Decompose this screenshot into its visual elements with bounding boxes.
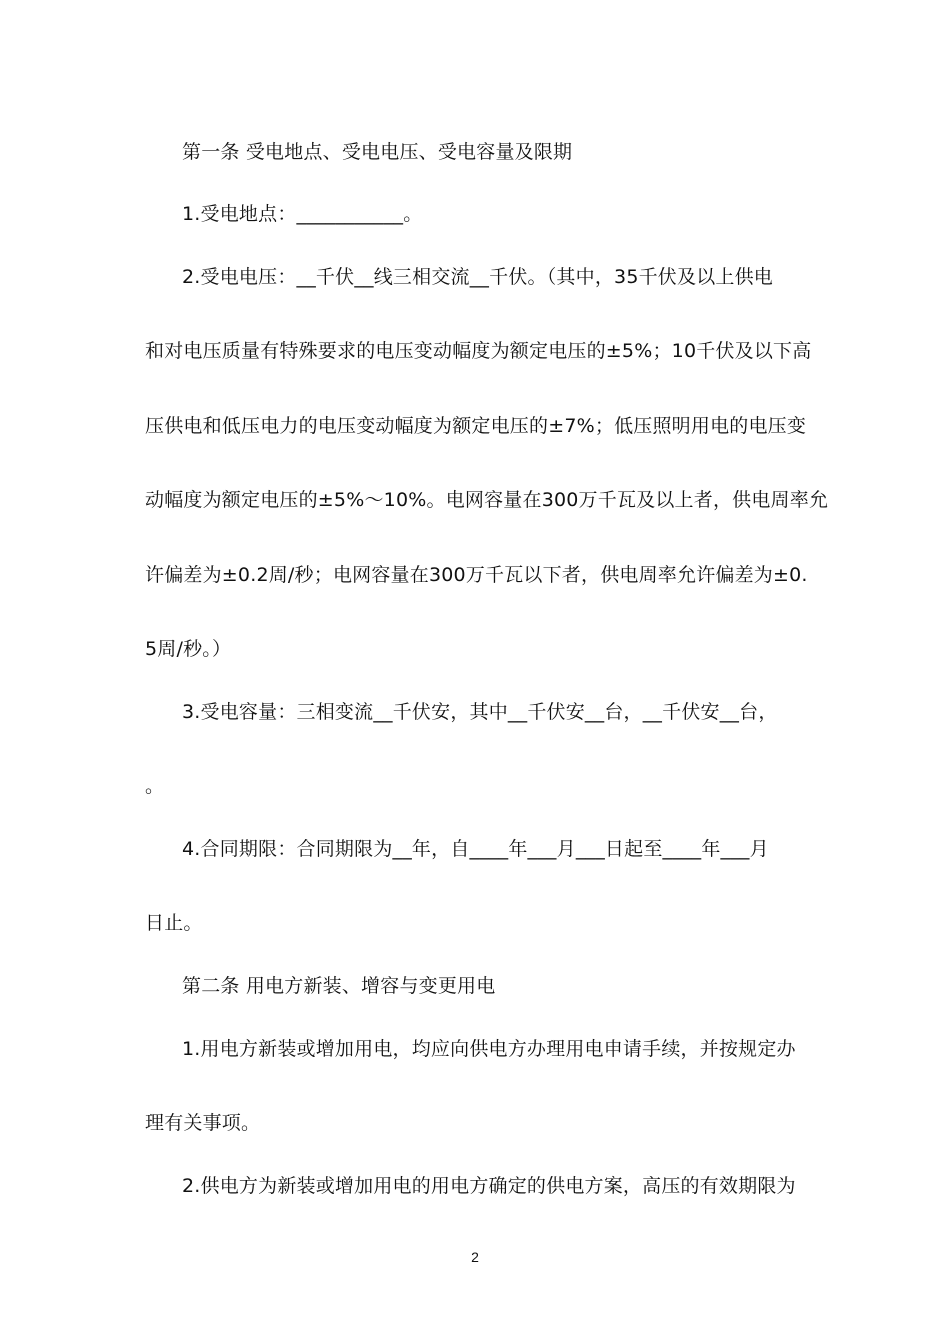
paragraph-line: 动幅度为额定电压的±5%～10%。电网容量在300万千瓦及以上者，供电周率允 [145,489,829,511]
paragraph-line: 2.供电方为新装或增加用电的用电方确定的供电方案，高压的有效期限为 [182,1175,796,1197]
paragraph-line: 。 [145,775,165,797]
paragraph-line: 1.受电地点：___________。 [182,203,423,225]
paragraph-line: 3.受电容量：三相变流__千伏安，其中__千伏安__台，__千伏安__台， [182,701,778,723]
paragraph-line: 压供电和低压电力的电压变动幅度为额定电压的±7%；低压照明用电的电压变 [145,415,807,437]
paragraph-line: 4.合同期限：合同期限为__年，自____年___月___日起至____年___月 [182,838,769,860]
paragraph-line: 日止。 [145,912,203,934]
paragraph-line: 5周/秒。） [145,638,232,660]
paragraph-line: 和对电压质量有特殊要求的电压变动幅度为额定电压的±5%；10千伏及以下高 [145,340,812,362]
paragraph-line: 2.受电电压：__千伏__线三相交流__千伏。（其中，35千伏及以上供电 [182,266,774,288]
article-2-heading: 第二条 用电方新装、增容与变更用电 [182,975,496,997]
page-number: 2 [471,1249,479,1265]
article-1-heading: 第一条 受电地点、受电电压、受电容量及限期 [182,141,573,163]
paragraph-line: 1.用电方新装或增加用电，均应向供电方办理用电申请手续，并按规定办 [182,1038,796,1060]
paragraph-line: 理有关事项。 [145,1112,261,1134]
paragraph-line: 许偏差为±0.2周/秒；电网容量在300万千瓦以下者，供电周率允许偏差为±0. [145,564,808,586]
